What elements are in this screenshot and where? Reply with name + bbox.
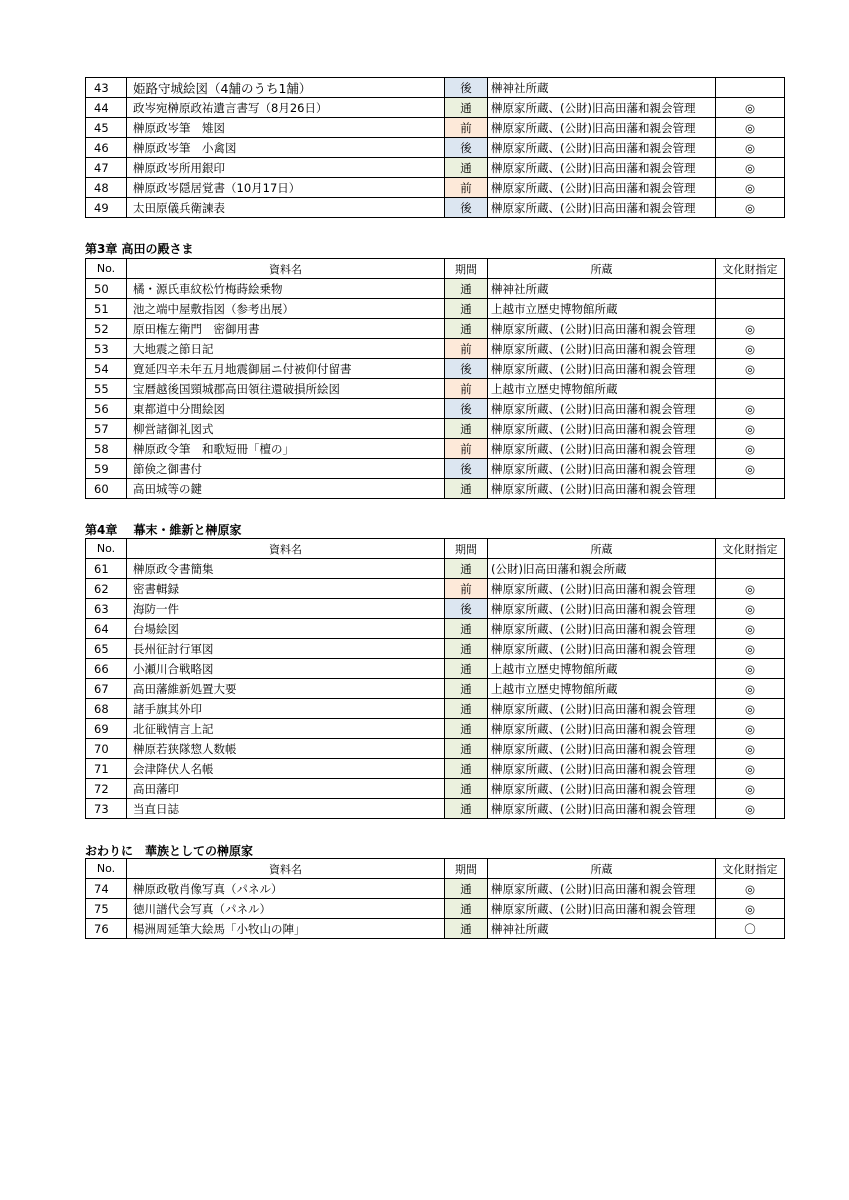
item-name: 密書輯録 <box>127 579 445 599</box>
header-name: 資料名 <box>127 539 445 559</box>
item-period: 前 <box>445 118 488 138</box>
item-owner: 榊神社所蔵 <box>488 78 716 98</box>
item-name: 寛延四辛未年五月地震御届ニ付被仰付留書 <box>127 359 445 379</box>
item-number: 45 <box>86 118 127 138</box>
item-owner: 榊原家所蔵、(公財)旧高田藩和親会管理 <box>488 138 716 158</box>
item-period: 後 <box>445 459 488 479</box>
item-period: 前 <box>445 579 488 599</box>
item-name: 榊原若狭隊惣人数帳 <box>127 739 445 759</box>
item-number: 61 <box>86 559 127 579</box>
item-name: 海防一件 <box>127 599 445 619</box>
item-number: 64 <box>86 619 127 639</box>
item-cultural-designation: ◎ <box>716 399 785 419</box>
item-number: 75 <box>86 899 127 919</box>
item-number: 74 <box>86 879 127 899</box>
header-name: 資料名 <box>127 259 445 279</box>
item-period: 通 <box>445 879 488 899</box>
item-number: 60 <box>86 479 127 499</box>
item-name: 榊原政敬肖像写真（パネル） <box>127 879 445 899</box>
chapter4-heading: 第4章 幕末・維新と榊原家 <box>85 523 242 537</box>
item-name: 榊原政岑所用銀印 <box>127 158 445 178</box>
item-owner: 榊原家所蔵、(公財)旧高田藩和親会管理 <box>488 359 716 379</box>
exhibit-table-closing <box>85 858 785 939</box>
item-number: 65 <box>86 639 127 659</box>
item-cultural-designation: ◎ <box>716 178 785 198</box>
item-name: 当直日誌 <box>127 799 445 819</box>
item-name: 池之端中屋敷指図（参考出展） <box>127 299 445 319</box>
item-cultural-designation: ◎ <box>716 879 785 899</box>
item-number: 76 <box>86 919 127 939</box>
item-cultural-designation <box>716 299 785 319</box>
item-cultural-designation <box>716 379 785 399</box>
item-name: 姫路守城絵図（4舗のうち1舗） <box>127 78 445 98</box>
item-owner: 榊原家所蔵、(公財)旧高田藩和親会管理 <box>488 879 716 899</box>
item-period: 後 <box>445 599 488 619</box>
table-row <box>86 98 785 118</box>
table-row <box>86 118 785 138</box>
item-cultural-designation: ◎ <box>716 319 785 339</box>
item-cultural-designation: ◎ <box>716 659 785 679</box>
header-owner: 所蔵 <box>488 259 716 279</box>
table-row <box>86 739 785 759</box>
item-number: 62 <box>86 579 127 599</box>
item-owner: 榊原家所蔵、(公財)旧高田藩和親会管理 <box>488 158 716 178</box>
item-cultural-designation: ◎ <box>716 799 785 819</box>
item-name: 宝暦越後国頸城郡高田領往還破損所絵図 <box>127 379 445 399</box>
item-name: 高田藩維新処置大要 <box>127 679 445 699</box>
table-row <box>86 459 785 479</box>
item-cultural-designation: ◎ <box>716 198 785 218</box>
table-header-row <box>86 539 785 559</box>
item-owner: 榊原家所蔵、(公財)旧高田藩和親会管理 <box>488 479 716 499</box>
item-owner: 榊原家所蔵、(公財)旧高田藩和親会管理 <box>488 759 716 779</box>
item-name: 高田藩印 <box>127 779 445 799</box>
item-cultural-designation: ◎ <box>716 98 785 118</box>
item-period: 通 <box>445 299 488 319</box>
item-cultural-designation: ◎ <box>716 579 785 599</box>
item-owner: 榊原家所蔵、(公財)旧高田藩和親会管理 <box>488 779 716 799</box>
header-period: 期間 <box>445 539 488 559</box>
item-cultural-designation: ◎ <box>716 619 785 639</box>
item-name: 徳川譜代会写真（パネル） <box>127 899 445 919</box>
item-name: 榊原政岑筆 小禽図 <box>127 138 445 158</box>
header-no: No. <box>86 539 127 559</box>
item-owner: 榊原家所蔵、(公財)旧高田藩和親会管理 <box>488 799 716 819</box>
item-name: 東都道中分間絵図 <box>127 399 445 419</box>
item-number: 58 <box>86 439 127 459</box>
item-period: 通 <box>445 719 488 739</box>
table-row <box>86 759 785 779</box>
header-no: No. <box>86 859 127 879</box>
item-cultural-designation: ◎ <box>716 779 785 799</box>
table-row <box>86 379 785 399</box>
table-row <box>86 339 785 359</box>
table-row <box>86 419 785 439</box>
exhibit-table-chapter3 <box>85 258 785 499</box>
item-period: 通 <box>445 479 488 499</box>
item-period: 通 <box>445 899 488 919</box>
table-row <box>86 299 785 319</box>
item-period: 通 <box>445 419 488 439</box>
item-name: 節倹之御書付 <box>127 459 445 479</box>
item-period: 後 <box>445 359 488 379</box>
item-owner: 榊神社所蔵 <box>488 919 716 939</box>
table-row <box>86 639 785 659</box>
item-name: 台場絵図 <box>127 619 445 639</box>
item-owner: 榊原家所蔵、(公財)旧高田藩和親会管理 <box>488 619 716 639</box>
item-number: 70 <box>86 739 127 759</box>
item-period: 通 <box>445 279 488 299</box>
item-number: 57 <box>86 419 127 439</box>
item-number: 73 <box>86 799 127 819</box>
item-owner: 榊原家所蔵、(公財)旧高田藩和親会管理 <box>488 899 716 919</box>
item-number: 52 <box>86 319 127 339</box>
item-number: 48 <box>86 178 127 198</box>
item-cultural-designation: ◎ <box>716 739 785 759</box>
item-name: 高田城等の鍵 <box>127 479 445 499</box>
header-owner: 所蔵 <box>488 539 716 559</box>
header-period: 期間 <box>445 259 488 279</box>
header-name: 資料名 <box>127 859 445 879</box>
item-owner: 上越市立歴史博物館所蔵 <box>488 659 716 679</box>
item-cultural-designation: ◎ <box>716 719 785 739</box>
item-cultural-designation: ◎ <box>716 899 785 919</box>
exhibit-table-chapter2-continued <box>85 77 785 218</box>
item-number: 54 <box>86 359 127 379</box>
item-cultural-designation: ◎ <box>716 339 785 359</box>
item-period: 前 <box>445 178 488 198</box>
header-period: 期間 <box>445 859 488 879</box>
item-cultural-designation: ◎ <box>716 359 785 379</box>
item-period: 通 <box>445 779 488 799</box>
item-cultural-designation: ◎ <box>716 138 785 158</box>
header-owner: 所蔵 <box>488 859 716 879</box>
table-row <box>86 899 785 919</box>
item-name: 小瀬川合戦略図 <box>127 659 445 679</box>
item-owner: 榊原家所蔵、(公財)旧高田藩和親会管理 <box>488 699 716 719</box>
item-number: 47 <box>86 158 127 178</box>
table-row <box>86 158 785 178</box>
item-cultural-designation: ◎ <box>716 419 785 439</box>
item-owner: 榊神社所蔵 <box>488 279 716 299</box>
header-cultural: 文化財指定 <box>716 539 785 559</box>
table-header-row <box>86 859 785 879</box>
item-owner: 榊原家所蔵、(公財)旧高田藩和親会管理 <box>488 639 716 659</box>
item-owner: 榊原家所蔵、(公財)旧高田藩和親会管理 <box>488 599 716 619</box>
item-name: 太田原儀兵衛諫表 <box>127 198 445 218</box>
item-name: 柳営諸御礼図式 <box>127 419 445 439</box>
item-cultural-designation: ◎ <box>716 459 785 479</box>
item-number: 69 <box>86 719 127 739</box>
table-row <box>86 279 785 299</box>
item-owner: 榊原家所蔵、(公財)旧高田藩和親会管理 <box>488 419 716 439</box>
item-owner: (公財)旧高田藩和親会所蔵 <box>488 559 716 579</box>
item-name: 政岑宛榊原政祐遺言書写（8月26日） <box>127 98 445 118</box>
table-row <box>86 479 785 499</box>
table-row <box>86 699 785 719</box>
item-cultural-designation: 〇 <box>716 919 785 939</box>
header-cultural: 文化財指定 <box>716 859 785 879</box>
item-number: 46 <box>86 138 127 158</box>
table-row <box>86 779 785 799</box>
item-cultural-designation: ◎ <box>716 759 785 779</box>
item-period: 通 <box>445 699 488 719</box>
table-row <box>86 659 785 679</box>
item-owner: 上越市立歴史博物館所蔵 <box>488 679 716 699</box>
item-number: 68 <box>86 699 127 719</box>
item-owner: 榊原家所蔵、(公財)旧高田藩和親会管理 <box>488 739 716 759</box>
item-owner: 榊原家所蔵、(公財)旧高田藩和親会管理 <box>488 178 716 198</box>
table-row <box>86 319 785 339</box>
item-owner: 榊原家所蔵、(公財)旧高田藩和親会管理 <box>488 319 716 339</box>
item-number: 67 <box>86 679 127 699</box>
item-name: 榊原政岑隠居覚書（10月17日） <box>127 178 445 198</box>
item-cultural-designation: ◎ <box>716 599 785 619</box>
table-header-row <box>86 259 785 279</box>
item-cultural-designation: ◎ <box>716 158 785 178</box>
item-number: 71 <box>86 759 127 779</box>
item-owner: 榊原家所蔵、(公財)旧高田藩和親会管理 <box>488 399 716 419</box>
header-cultural: 文化財指定 <box>716 259 785 279</box>
exhibit-table-chapter4 <box>85 538 785 819</box>
item-name: 北征戦情言上記 <box>127 719 445 739</box>
item-period: 通 <box>445 158 488 178</box>
table-row <box>86 78 785 98</box>
item-number: 56 <box>86 399 127 419</box>
item-number: 72 <box>86 779 127 799</box>
item-period: 通 <box>445 919 488 939</box>
item-period: 前 <box>445 439 488 459</box>
item-owner: 榊原家所蔵、(公財)旧高田藩和親会管理 <box>488 339 716 359</box>
item-cultural-designation <box>716 279 785 299</box>
table-row <box>86 138 785 158</box>
item-owner: 上越市立歴史博物館所蔵 <box>488 379 716 399</box>
item-period: 通 <box>445 619 488 639</box>
item-period: 通 <box>445 319 488 339</box>
table-row <box>86 559 785 579</box>
item-name: 原田権左衛門 密御用書 <box>127 319 445 339</box>
item-cultural-designation: ◎ <box>716 699 785 719</box>
item-number: 43 <box>86 78 127 98</box>
item-cultural-designation: ◎ <box>716 118 785 138</box>
item-cultural-designation <box>716 559 785 579</box>
item-name: 諸手旗其外印 <box>127 699 445 719</box>
item-period: 通 <box>445 659 488 679</box>
item-name: 長州征討行軍図 <box>127 639 445 659</box>
item-period: 通 <box>445 679 488 699</box>
table-row <box>86 799 785 819</box>
item-cultural-designation: ◎ <box>716 679 785 699</box>
table-row <box>86 359 785 379</box>
table-row <box>86 619 785 639</box>
table-row <box>86 178 785 198</box>
table-row <box>86 919 785 939</box>
header-no: No. <box>86 259 127 279</box>
item-number: 44 <box>86 98 127 118</box>
table-row <box>86 439 785 459</box>
item-name: 榊原政令筆 和歌短冊「檀の」 <box>127 439 445 459</box>
item-number: 50 <box>86 279 127 299</box>
item-number: 53 <box>86 339 127 359</box>
item-period: 通 <box>445 559 488 579</box>
item-period: 通 <box>445 98 488 118</box>
item-cultural-designation <box>716 479 785 499</box>
item-name: 大地震之節日記 <box>127 339 445 359</box>
item-period: 前 <box>445 339 488 359</box>
item-number: 49 <box>86 198 127 218</box>
item-name: 橘・源氏車紋松竹梅蒔絵乗物 <box>127 279 445 299</box>
item-name: 榊原政令書簡集 <box>127 559 445 579</box>
chapter3-heading: 第3章 高田の殿さま <box>85 242 194 256</box>
item-number: 66 <box>86 659 127 679</box>
item-name: 楊洲周延筆大絵馬「小牧山の陣」 <box>127 919 445 939</box>
closing-chapter-heading: おわりに 華族としての榊原家 <box>85 844 254 858</box>
item-period: 後 <box>445 78 488 98</box>
table-row <box>86 399 785 419</box>
item-period: 後 <box>445 198 488 218</box>
item-period: 後 <box>445 138 488 158</box>
item-owner: 榊原家所蔵、(公財)旧高田藩和親会管理 <box>488 98 716 118</box>
table-row <box>86 679 785 699</box>
item-number: 63 <box>86 599 127 619</box>
item-owner: 榊原家所蔵、(公財)旧高田藩和親会管理 <box>488 198 716 218</box>
item-cultural-designation <box>716 78 785 98</box>
table-row <box>86 579 785 599</box>
table-row <box>86 198 785 218</box>
item-period: 前 <box>445 379 488 399</box>
table-row <box>86 599 785 619</box>
item-cultural-designation: ◎ <box>716 639 785 659</box>
item-period: 通 <box>445 759 488 779</box>
table-row <box>86 719 785 739</box>
item-owner: 榊原家所蔵、(公財)旧高田藩和親会管理 <box>488 579 716 599</box>
item-period: 通 <box>445 799 488 819</box>
item-period: 後 <box>445 399 488 419</box>
item-cultural-designation: ◎ <box>716 439 785 459</box>
item-owner: 上越市立歴史博物館所蔵 <box>488 299 716 319</box>
item-period: 通 <box>445 739 488 759</box>
item-owner: 榊原家所蔵、(公財)旧高田藩和親会管理 <box>488 459 716 479</box>
item-name: 会津降伏人名帳 <box>127 759 445 779</box>
table-row <box>86 879 785 899</box>
item-owner: 榊原家所蔵、(公財)旧高田藩和親会管理 <box>488 719 716 739</box>
item-owner: 榊原家所蔵、(公財)旧高田藩和親会管理 <box>488 118 716 138</box>
item-owner: 榊原家所蔵、(公財)旧高田藩和親会管理 <box>488 439 716 459</box>
item-number: 59 <box>86 459 127 479</box>
item-number: 51 <box>86 299 127 319</box>
item-name: 榊原政岑筆 雉図 <box>127 118 445 138</box>
item-period: 通 <box>445 639 488 659</box>
item-number: 55 <box>86 379 127 399</box>
